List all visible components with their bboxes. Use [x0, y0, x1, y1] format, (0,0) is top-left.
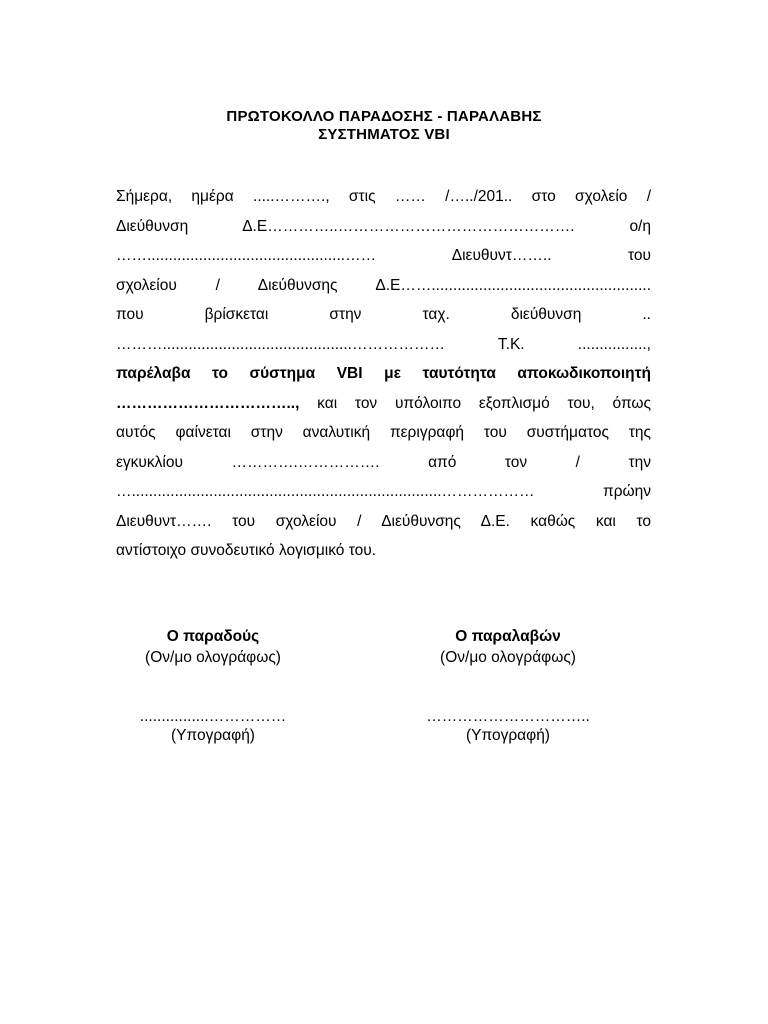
- receiver-name-label: (Ον/μο ολογράφως): [440, 649, 576, 666]
- giver-role: Ο παραδούς: [166, 628, 260, 645]
- paragraph-line: αυτός φαίνεται στην αναλυτική περιγραφή του συστήματος της: [116, 424, 651, 441]
- paragraph-line: Διεύθυνση Δ.Ε…………..………………………………………. ο/η: [116, 217, 651, 235]
- paragraph-line: σχολείου / Διεύθυνσης Δ.Ε……...................................................: [116, 276, 651, 294]
- paragraph-line: Διευθυντ……. του σχολείου / Διεύθυνσης Δ.Ε. καθώς και το: [116, 512, 651, 530]
- paragraph-line: …........................................................................……………… πρώην: [116, 483, 651, 500]
- paragraph-line: ……..............................................…… Διευθυντ…….. του: [116, 247, 651, 264]
- paragraph-line: που βρίσκεται στην ταχ. διεύθυνση ..: [116, 306, 651, 323]
- paragraph-line: εγκυκλίου ………….……………. από τον / την: [116, 453, 651, 471]
- giver-signature-label: (Υπογραφή): [171, 727, 255, 744]
- giver-name-label: (Ον/μο ολογράφως): [145, 649, 281, 666]
- giver-signature-line: ................……………: [139, 708, 287, 725]
- receiver-role: Ο παραλαβών: [455, 628, 561, 645]
- title-line-1: ΠΡΩΤΟΚΟΛΛΟ ΠΑΡΑΔΟΣΗΣ - ΠΑΡΑΛΑΒΗΣ: [226, 108, 542, 125]
- receiver-signature-line: …………………………..: [426, 708, 590, 725]
- paragraph-line-mixed: [116, 389, 651, 419]
- equipment-text: και τον υπόλοιπο εξοπλισμό του, όπως: [299, 394, 651, 412]
- protocol-paragraph: [116, 182, 651, 566]
- document-title: [0, 108, 768, 144]
- receiver-signature-label: (Υπογραφή): [466, 727, 550, 744]
- paragraph-line: ………............................................……………… Τ.Κ. ................,: [116, 335, 651, 353]
- paragraph-line-bold: παρέλαβα το σύστημα VBI με ταυτότητα αποκωδικοποιητή: [116, 365, 651, 382]
- title-line-2: ΣΥΣΤΗΜΑΤΟΣ VBI: [318, 126, 450, 143]
- paragraph-line: αντίστοιχο συνοδευτικό λογισμικό του.: [116, 542, 377, 559]
- paragraph-line: Σήμερα, ημέρα .....………., στις …… /…../201.. στο σχολείο /: [116, 188, 651, 205]
- decoder-id-dots: ……………………………..,: [116, 394, 300, 412]
